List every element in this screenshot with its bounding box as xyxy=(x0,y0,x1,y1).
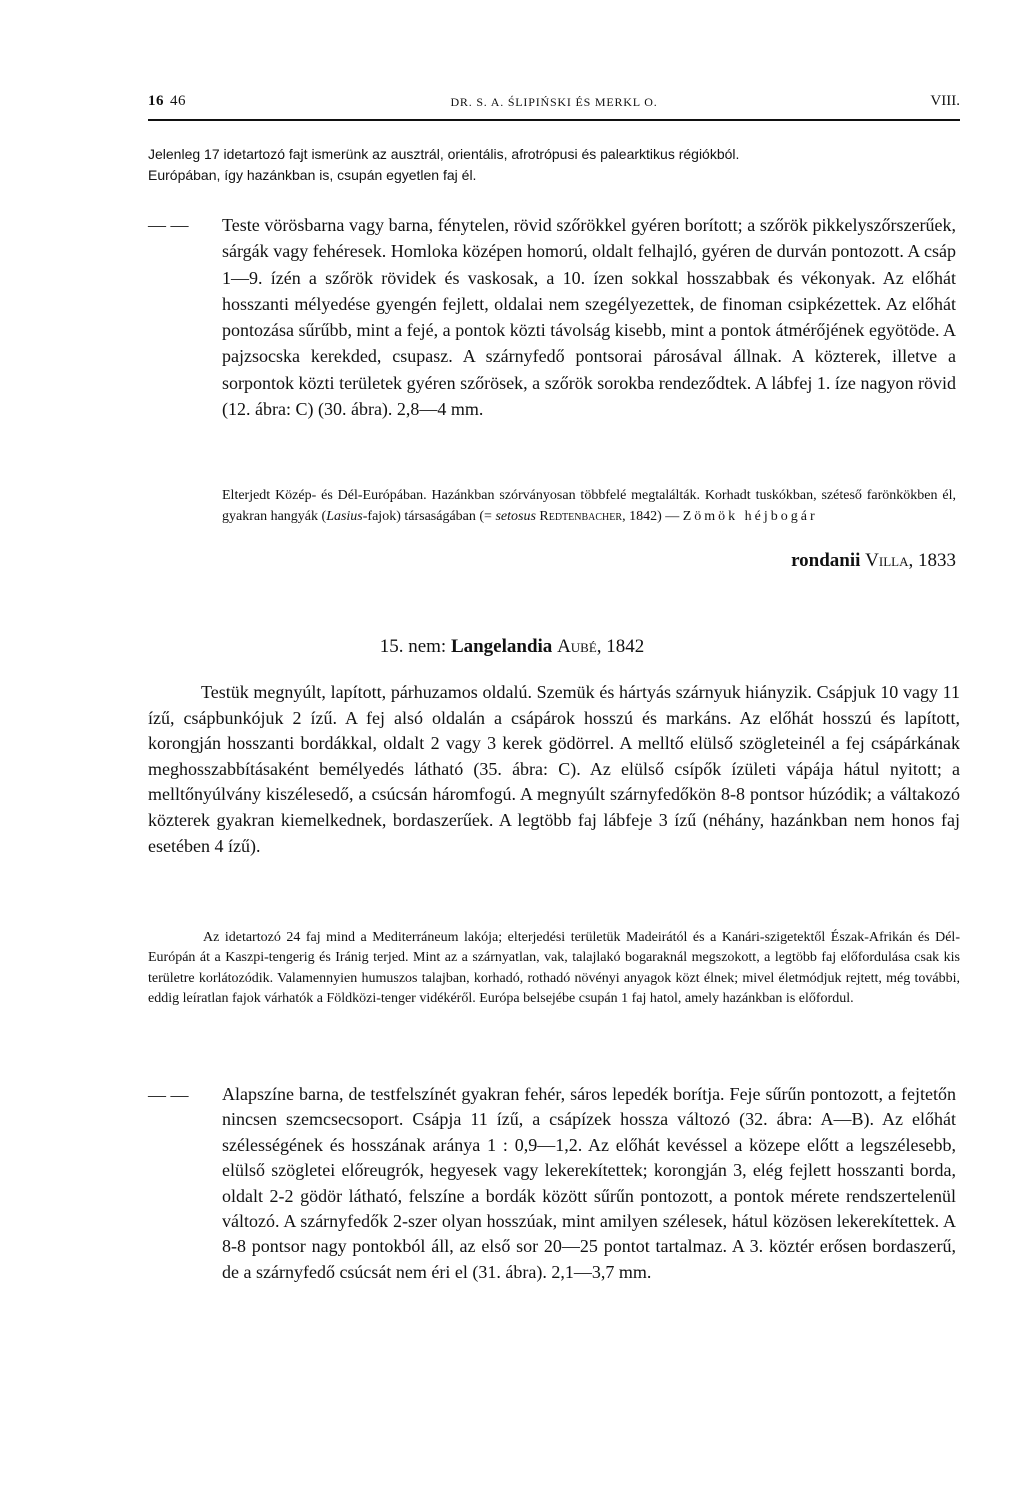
key-dashes-2: — — xyxy=(148,1085,189,1105)
species-distribution: Elterjedt Közép- és Dél-Európában. Hazánkban szórványosan többfelé megtalálták. Korhadt tuskókban, széteső farönkökben él, gyakran hangyák (Lasius-fajok) társaságában (= setosus Redtenbacher, 1842) — Zömök héjbogár xyxy=(222,488,956,524)
genus-description: Testük megnyúlt, lapított, párhuzamos oldalú. Szemük és hártyás szárnyuk hiányzik. Csápjuk 10 vagy 11 ízű, csápbunkójuk 2 ízű. A fej alsó oldalán a csápárok hosszú és markáns. Az előhát hosszú és lapított, korongján hosszanti bordákkal, oldalt 2 vagy 3 kerek gödörrel. A melltő elülső szögleteinél a fej csápárkának meghosszabbításaként bemélyedés látható (35. ábra: C). Az elülső csípők ízületi vápája hátul nyitott; a melltőnyúlvány kiszélesedő, a csúcsán háromfogú. A megnyúlt szárnyfedőkön 8-8 pontsor húzódik; a váltakozó közterek gyakran kiemelkednek, bordaszerűek. A legtöbb faj lábfeje 3 ízű (néhány, hazánkban nem honos faj esetében 4 ízű). xyxy=(148,682,960,856)
header-authors: DR. S. A. ŚLIPIŃSKI ÉS MERKL O. xyxy=(450,95,658,109)
common-name: Zömök héjbogár xyxy=(682,508,818,524)
key-entry-2: Alapszíne barna, de testfelszínét gyakran fehér, sáros lepedék borítja. Feje sűrűn pontozott, a fejtetőn nincsen szemcsecsoport. Csápja 11 ízű, a csápízek hossza változó (32. ábra: A—B). Az előhát szélességének és hosszának aránya 1 : 0,9—1,2. Az előhát kevéssel a közepe előtt a legszélesebb, elülső szögletei előreugrók, hegyesek vagy lekerekítettek; korongján 3, elég fejlett hosszanti borda, oldalt 2-2 gödör látható, felszíne a bordák között sűrűn pontozott, a pontok mérete rendszertelenül változó. A szárnyfedők 2-szer olyan hosszúak, mint amilyen szélesek, hátul közösen lekerekítettek. A 8-8 pontsor nagy pontokból áll, az első sor 20—25 pontot tartalmaz. A 3. köztér erősen bordaszerű, de a szárnyfedő csúcsát nem éri el (31. ábra). 2,1—3,7 mm. xyxy=(222,1084,956,1282)
key-entry-1: Teste vörösbarna vagy barna, fénytelen, rövid szőrökkel gyéren borított; a szőrök pikkelyszőrszerűek, sárgák vagy fehéresek. Homloka középen homorú, oldalt felhajló, gyéren de durván pontozott. A csáp 1—9. ízén a szőrök rövidek és vaskosak, a 10. ízen sokkal hosszabbak és vékonyak. Az előhát hosszanti mélyedése gyengén fejlett, oldalai nem szegélyezettek, de finoman csipkézettek. Az előhát pontozása sűrűbb, mint a fejé, a pontok közti távolság kisebb, mint a pontok átmérőjének egyötöde. A pajzsocska kerekded, csupasz. A szárnyfedő pontsorai párosával állnak. A közterek, illetve a sorpontok közti területek gyéren szőrösek, a szőrök sorokba rendeződtek. A lábfej 1. íze nagyon rövid (12. ábra: C) (30. ábra). 2,8—4 mm. xyxy=(222,215,956,420)
running-header xyxy=(148,93,960,115)
genus-distribution: Az idetartozó 24 faj mind a Mediterráneum lakója; elterjedési területük Madeirától és a Kanári-szigetektől Észak-Afrikán és Dél-Európán át a Kaszpi-tengerig és Iránig terjed. Mint az a szárnyatlan, vak, talajlakó bogaraknál megszokott, a legtöbb faj előfordulása csak kis területre korlátozódik. Valamennyien humuszos talajban, korhadó, rothadó növényi anyagok közt élnek; mivel életmódjuk rejtett, még további, eddig leíratlan fajok várhatók a Földközi-tenger vidékéről. Európa belsejébe csupán 1 faj hatol, amely hazánkban is előfordul. xyxy=(148,930,960,1007)
page-number: 16 46 xyxy=(148,93,186,109)
header-rule xyxy=(148,119,960,121)
species-name: rondanii Villa, 1833 xyxy=(791,550,956,571)
intro-line-2: Európában, így hazánkban is, csupán egyetlen faj él. xyxy=(148,167,477,183)
header-volume: VIII. xyxy=(930,93,960,109)
intro-paragraph xyxy=(148,144,960,186)
key-dashes-1: — — xyxy=(148,215,189,235)
intro-line-1: Jelenleg 17 idetartozó fajt ismerünk az ausztrál, orientális, afrotrópusi és palearktikus régiókból. xyxy=(148,146,740,162)
genus-heading: 15. nem: Langelandia Aubé, 1842 xyxy=(379,636,645,657)
